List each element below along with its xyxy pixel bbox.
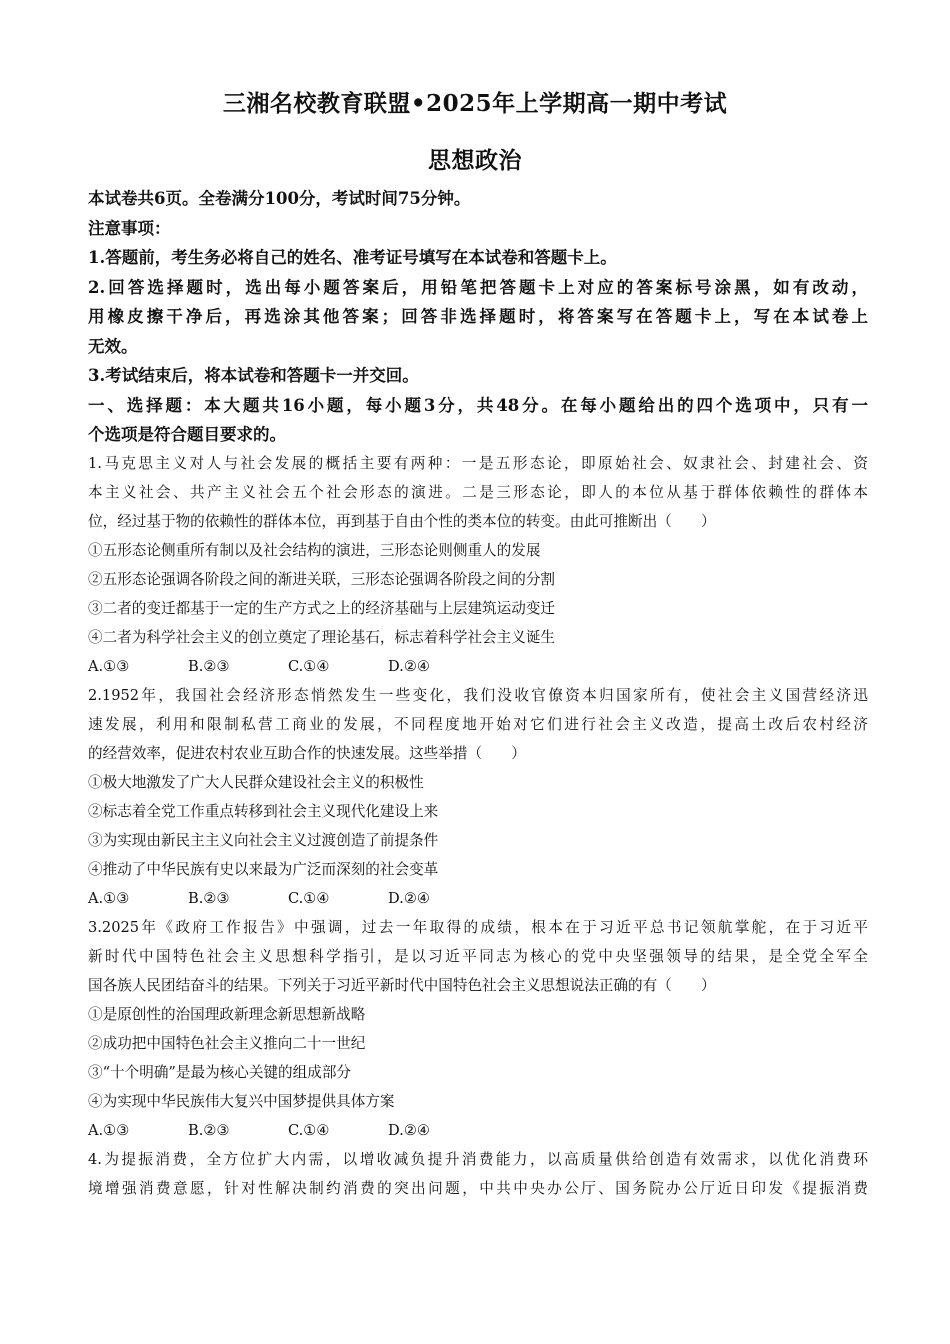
- question-1-statement-2: ②五形态论强调各阶段之间的渐进关联，三形态论强调各阶段之间的分割: [88, 571, 556, 588]
- question-2-option-b: B.②③: [188, 890, 230, 907]
- question-1-statement-1: ①五形态论侧重所有制以及社会结构的演进，三形态论则侧重人的发展: [88, 542, 541, 559]
- notice-item-2-line-3: 无效。: [88, 336, 138, 356]
- question-1: [88, 449, 868, 1203]
- notice-item-1: 1.答题前，考生务必将自己的姓名、准考证号填写在本试卷和答题卡上。: [88, 248, 617, 267]
- question-2-option-a: A.①③: [88, 890, 130, 907]
- notice-intro: 本试卷共6页。全卷满分100分，考试时间75分钟。: [88, 189, 471, 208]
- subject-title: 思想政治: [428, 147, 522, 174]
- question-1-statement-4: ④二者为科学社会主义的创立奠定了理论基石，标志着科学社会主义诞生: [88, 629, 556, 646]
- question-3-options: [88, 1116, 868, 1145]
- question-3-option-c: C.①④: [288, 1122, 330, 1139]
- question-2-stem-line-2: 速发展，利用和限制私营工商业的发展，不同程度地开始对它们进行社会主义改造，提高土改后农村经济: [88, 716, 868, 733]
- exam-title: 三湘名校教育联盟•2025年上学期高一期中考试: [222, 90, 728, 117]
- question-2-statement-1: ①极大地激发了广大人民群众建设社会主义的积极性: [88, 774, 424, 791]
- question-1-options: [88, 652, 868, 681]
- notice-heading: 注意事项：: [88, 218, 171, 238]
- question-2-statement-3: ③为实现由新民主主义向社会主义过渡创造了前提条件: [88, 832, 439, 849]
- question-1-stem-line-1: 1.马克思主义对人与社会发展的概括主要有两种：一是五形态论，即原始社会、奴隶社会、封建社会、资: [88, 455, 868, 472]
- question-3-option-d: D.②④: [388, 1122, 430, 1139]
- question-1-option-c: C.①④: [288, 658, 330, 675]
- question-2-statement-4: ④推动了中华民族有史以来最为广泛而深刻的社会变革: [88, 861, 439, 878]
- question-1-option-a: A.①③: [88, 658, 130, 675]
- question-1-stem-line-3: 位，经过基于物的依赖性的群体本位，再到基于自由个性的类本位的转变。由此可推断出（ ）: [88, 513, 716, 530]
- section-heading-line-1: 一、选择题：本大题共16小题，每小题3分，共48分。在每小题给出的四个选项中，只有一: [88, 395, 868, 415]
- notice-item-2-line-1: 2.回答选择题时，选出每小题答案后，用铅笔把答题卡上对应的答案标号涂黑，如有改动，: [88, 277, 868, 297]
- question-1-option-d: D.②④: [388, 658, 430, 675]
- question-3-stem-line-1: 3.2025年《政府工作报告》中强调，过去一年取得的成绩，根本在于习近平总书记领航掌舵，在于习近平: [88, 919, 868, 936]
- question-3-option-b: B.②③: [188, 1122, 230, 1139]
- question-1-option-b: B.②③: [188, 658, 230, 675]
- question-4-stem-line-2: 境增强消费意愿，针对性解决制约消费的突出问题，中共中央办公厅、国务院办公厅近日印发《提振消费: [88, 1180, 868, 1197]
- question-1-stem-line-2: 本主义社会、共产主义社会五个社会形态的演进。二是三形态论，即人的本位从基于群体依赖性的群体本: [88, 484, 868, 501]
- question-2-stem-line-1: 2.1952年，我国社会经济形态悄然发生一些变化，我们没收官僚资本归国家所有，使社会主义国营经济迅: [88, 687, 868, 704]
- notice-item-3: 3.考试结束后，将本试卷和答题卡一并交回。: [88, 366, 419, 385]
- section-heading-line-2: 个选项是符合题目要求的。: [88, 425, 286, 444]
- question-3-statement-1: ①是原创性的治国理政新理念新思想新战略: [88, 1006, 366, 1023]
- question-1-statement-3: ③二者的变迁都基于一定的生产方式之上的经济基础与上层建筑运动变迁: [88, 600, 556, 617]
- question-4-stem-line-1: 4.为提振消费，全方位扩大内需，以增收减负提升消费能力，以高质量供给创造有效需求，以优化消费环: [88, 1151, 868, 1168]
- question-3-statement-3: ③“十个明确”是最为核心关键的组成部分: [88, 1064, 352, 1081]
- question-2-statement-2: ②标志着全党工作重点转移到社会主义现代化建设上来: [88, 803, 439, 820]
- question-2-option-c: C.①④: [288, 890, 330, 907]
- question-2-stem-line-3: 的经营效率，促进农村农业互助合作的快速发展。这些举措（ ）: [88, 745, 526, 762]
- question-3-option-a: A.①③: [88, 1122, 130, 1139]
- notice-block: [88, 184, 868, 450]
- notice-item-2-line-2: 用橡皮擦干净后，再选涂其他答案；回答非选择题时，将答案写在答题卡上，写在本试卷上: [88, 307, 868, 326]
- question-3-stem-line-2: 新时代中国特色社会主义思想科学指引，是以习近平同志为核心的党中央坚强领导的结果，是全党全军全: [88, 948, 868, 965]
- question-3-statement-2: ②成功把中国特色社会主义推向二十一世纪: [88, 1035, 366, 1052]
- question-3-stem-line-3: 国各族人民团结奋斗的结果。下列关于习近平新时代中国特色社会主义思想说法正确的有（ ）: [88, 977, 716, 994]
- question-2-options: [88, 884, 868, 913]
- question-2-option-d: D.②④: [388, 890, 430, 907]
- question-3-statement-4: ④为实现中华民族伟大复兴中国梦提供具体方案: [88, 1093, 395, 1110]
